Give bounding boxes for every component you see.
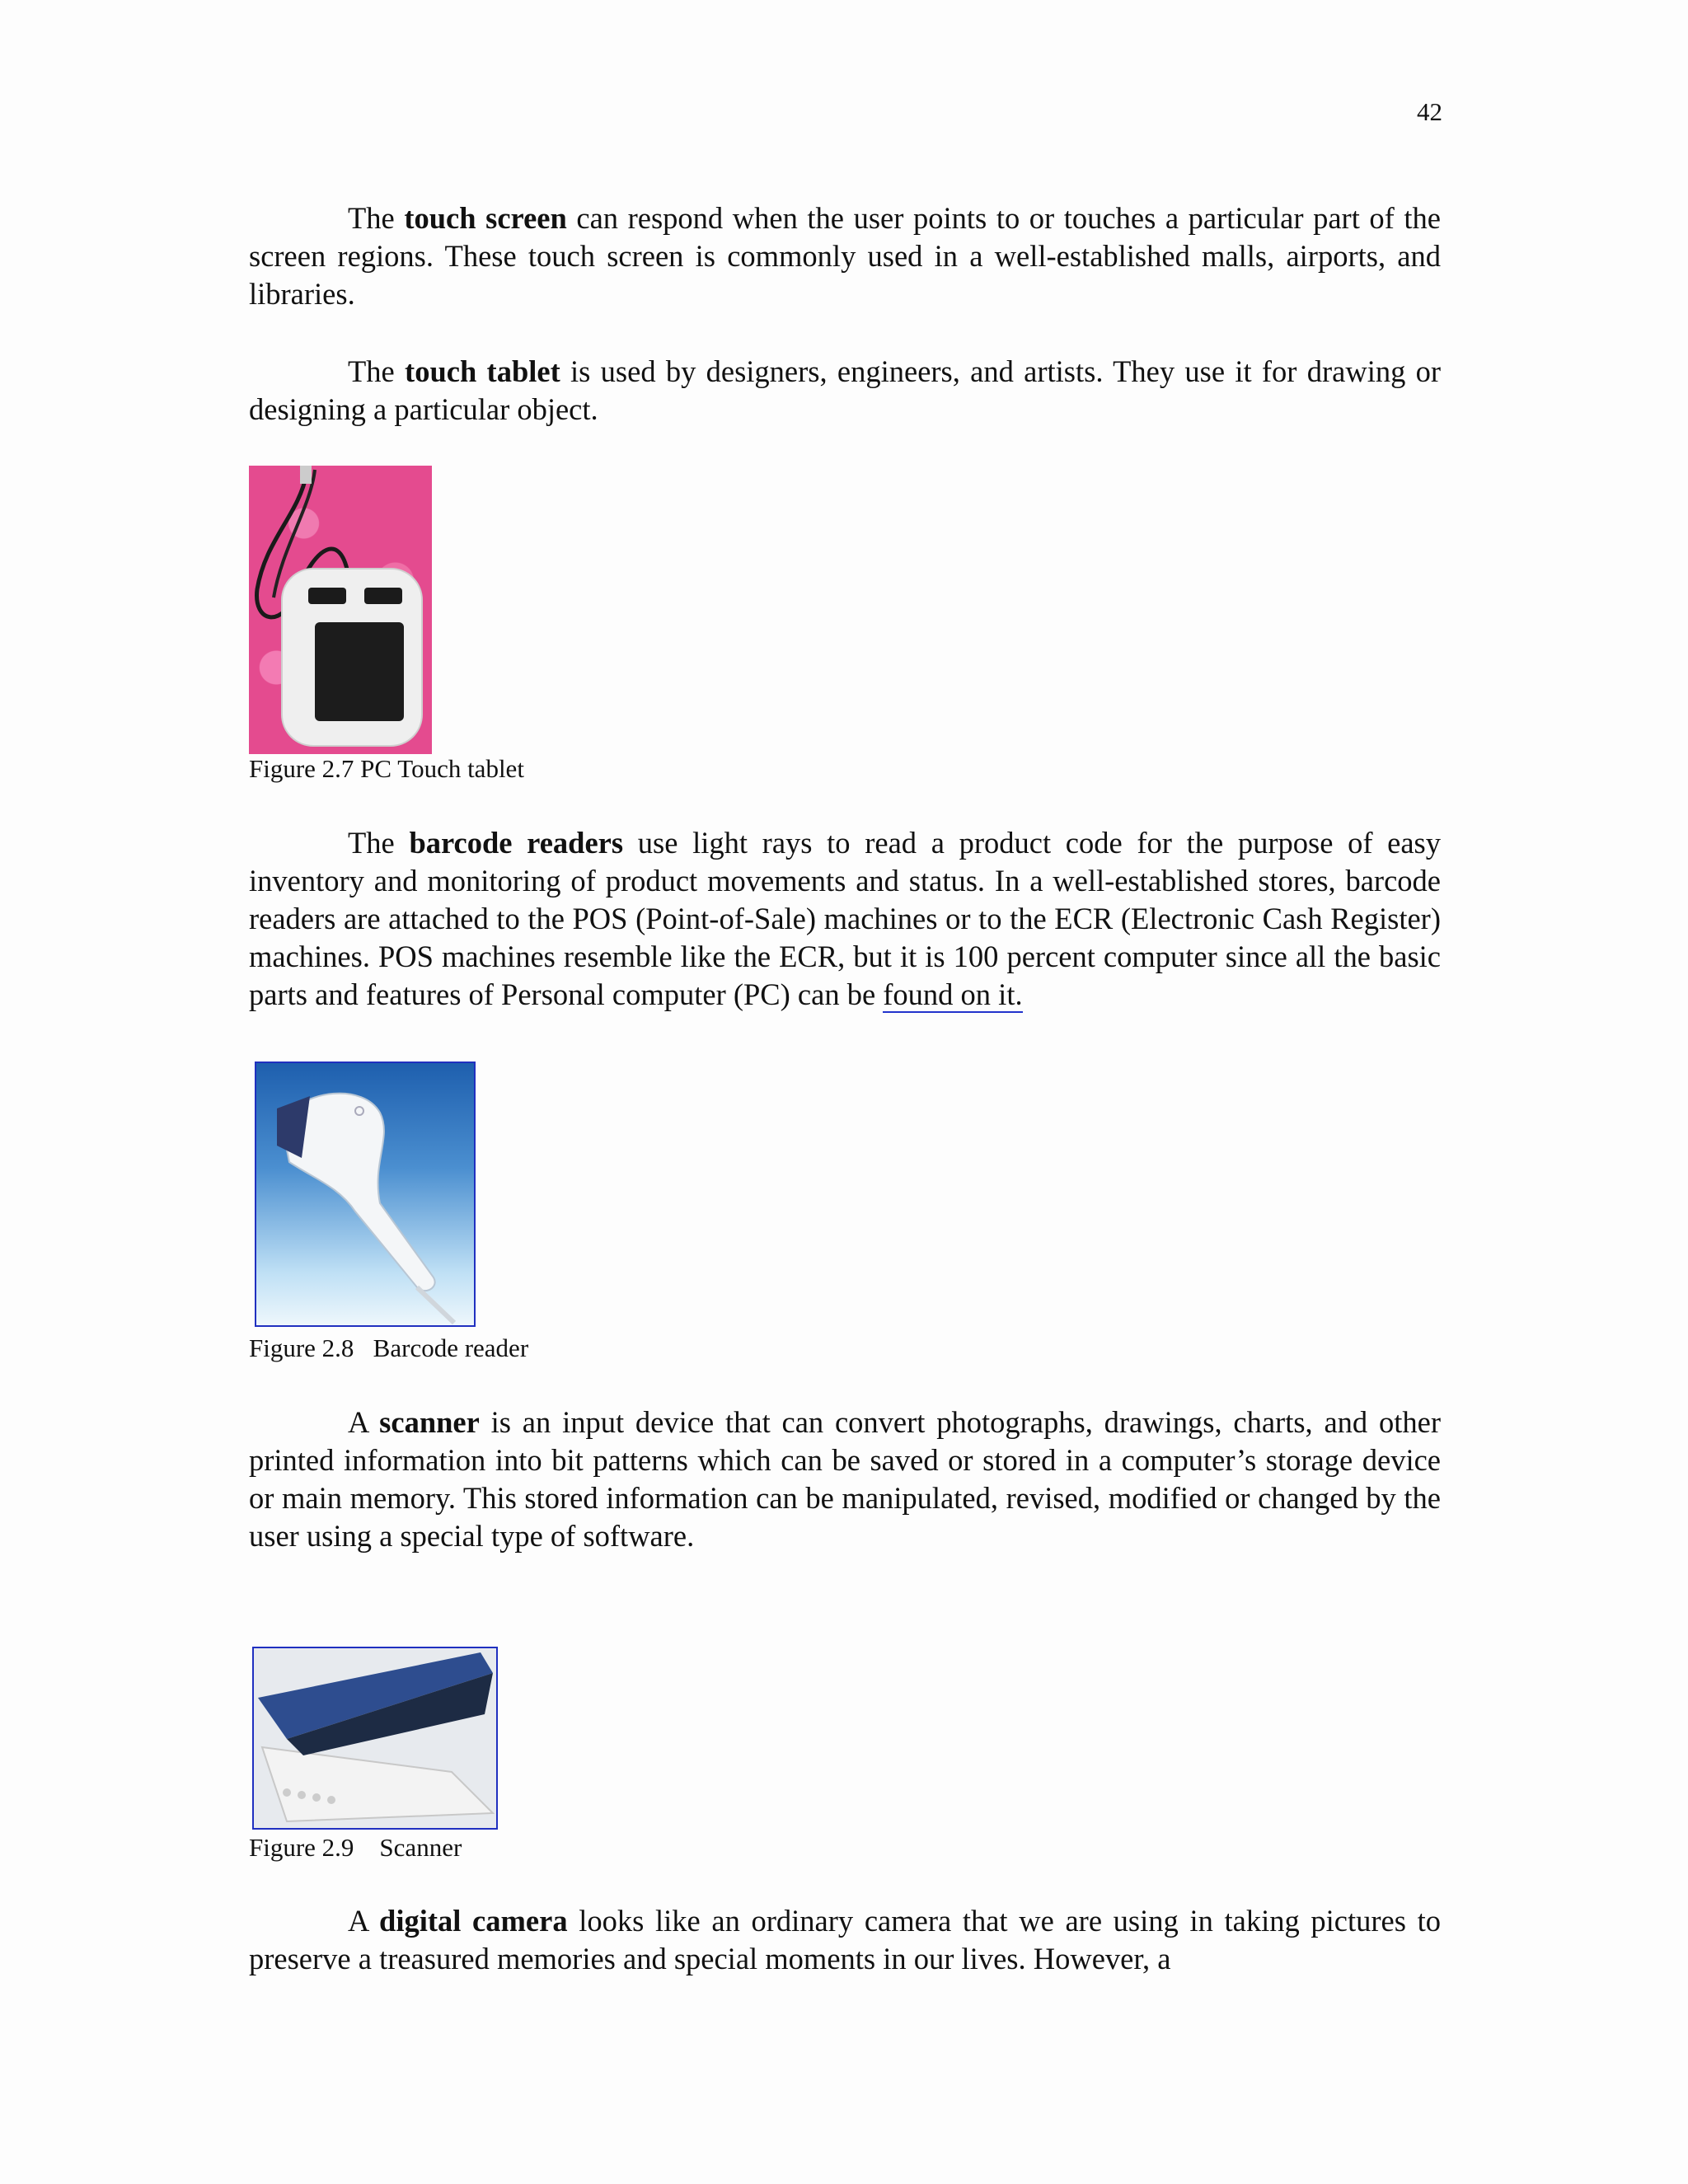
barcode-reader-photo bbox=[255, 1062, 476, 1327]
paragraph-touch-screen bbox=[249, 199, 1441, 313]
lead-text: A bbox=[348, 1904, 380, 1938]
term-barcode-readers: barcode readers bbox=[409, 826, 624, 860]
lead-text: A bbox=[348, 1405, 380, 1439]
scanner-photo bbox=[252, 1647, 498, 1830]
body-text: use light rays to read a product code for the purpose of easy inventory and monitoring of product movements and status. In a well-established stores, barcode readers are attached to the POS (Point-of-Sale) machines or to the ECR (Electronic Cash Register) machines. POS machines resemble like the ECR, but it is 100 percent computer since all the basic parts and features of Personal computer (PC) can be bbox=[249, 826, 1442, 1011]
paragraph-digital-camera bbox=[249, 1902, 1441, 1978]
scanner-illustration bbox=[254, 1648, 496, 1828]
lead-text: The bbox=[348, 354, 406, 388]
body-text: is an input device that can convert photographs, drawings, charts, and other printed information into bit patterns which can be saved or stored in a computer’s storage device or main memory. This stored information can be manipulated, revised, modified or changed by the user using a special type of software. bbox=[249, 1405, 1441, 1553]
paragraph-barcode bbox=[249, 824, 1441, 1014]
page-number: 42 bbox=[1417, 97, 1442, 126]
figure-caption-barcode: Figure 2.8 Barcode reader bbox=[249, 1333, 529, 1362]
body-text: is used by designers, engineers, and artists. They use it for drawing or designing a particular object. bbox=[249, 354, 1442, 426]
figure-caption-tablet: Figure 2.7 PC Touch tablet bbox=[249, 754, 524, 783]
lead-text: The bbox=[348, 826, 410, 860]
touch-tablet-illustration bbox=[249, 466, 432, 754]
body-text: can respond when the user points to or touches a particular part of the screen regions. These touch screen is commonly used in a well-established malls, airports, and libraries. bbox=[249, 201, 1442, 311]
body-text: looks like an ordinary camera that we are using in taking pictures to preserve a treasured memories and special moments in our lives. However, a bbox=[249, 1904, 1441, 1975]
figure-caption-scanner: Figure 2.9 Scanner bbox=[249, 1833, 462, 1862]
term-touch-screen: touch screen bbox=[404, 201, 567, 235]
term-digital-camera: digital camera bbox=[379, 1904, 568, 1938]
term-touch-tablet: touch tablet bbox=[405, 354, 560, 388]
touch-tablet-photo bbox=[249, 466, 432, 754]
underlined-text: found on it. bbox=[883, 977, 1023, 1011]
paragraph-touch-tablet bbox=[249, 353, 1441, 429]
lead-text: The bbox=[348, 201, 405, 235]
paragraph-scanner bbox=[249, 1404, 1441, 1555]
term-scanner: scanner bbox=[379, 1405, 480, 1439]
barcode-reader-illustration bbox=[256, 1063, 474, 1325]
